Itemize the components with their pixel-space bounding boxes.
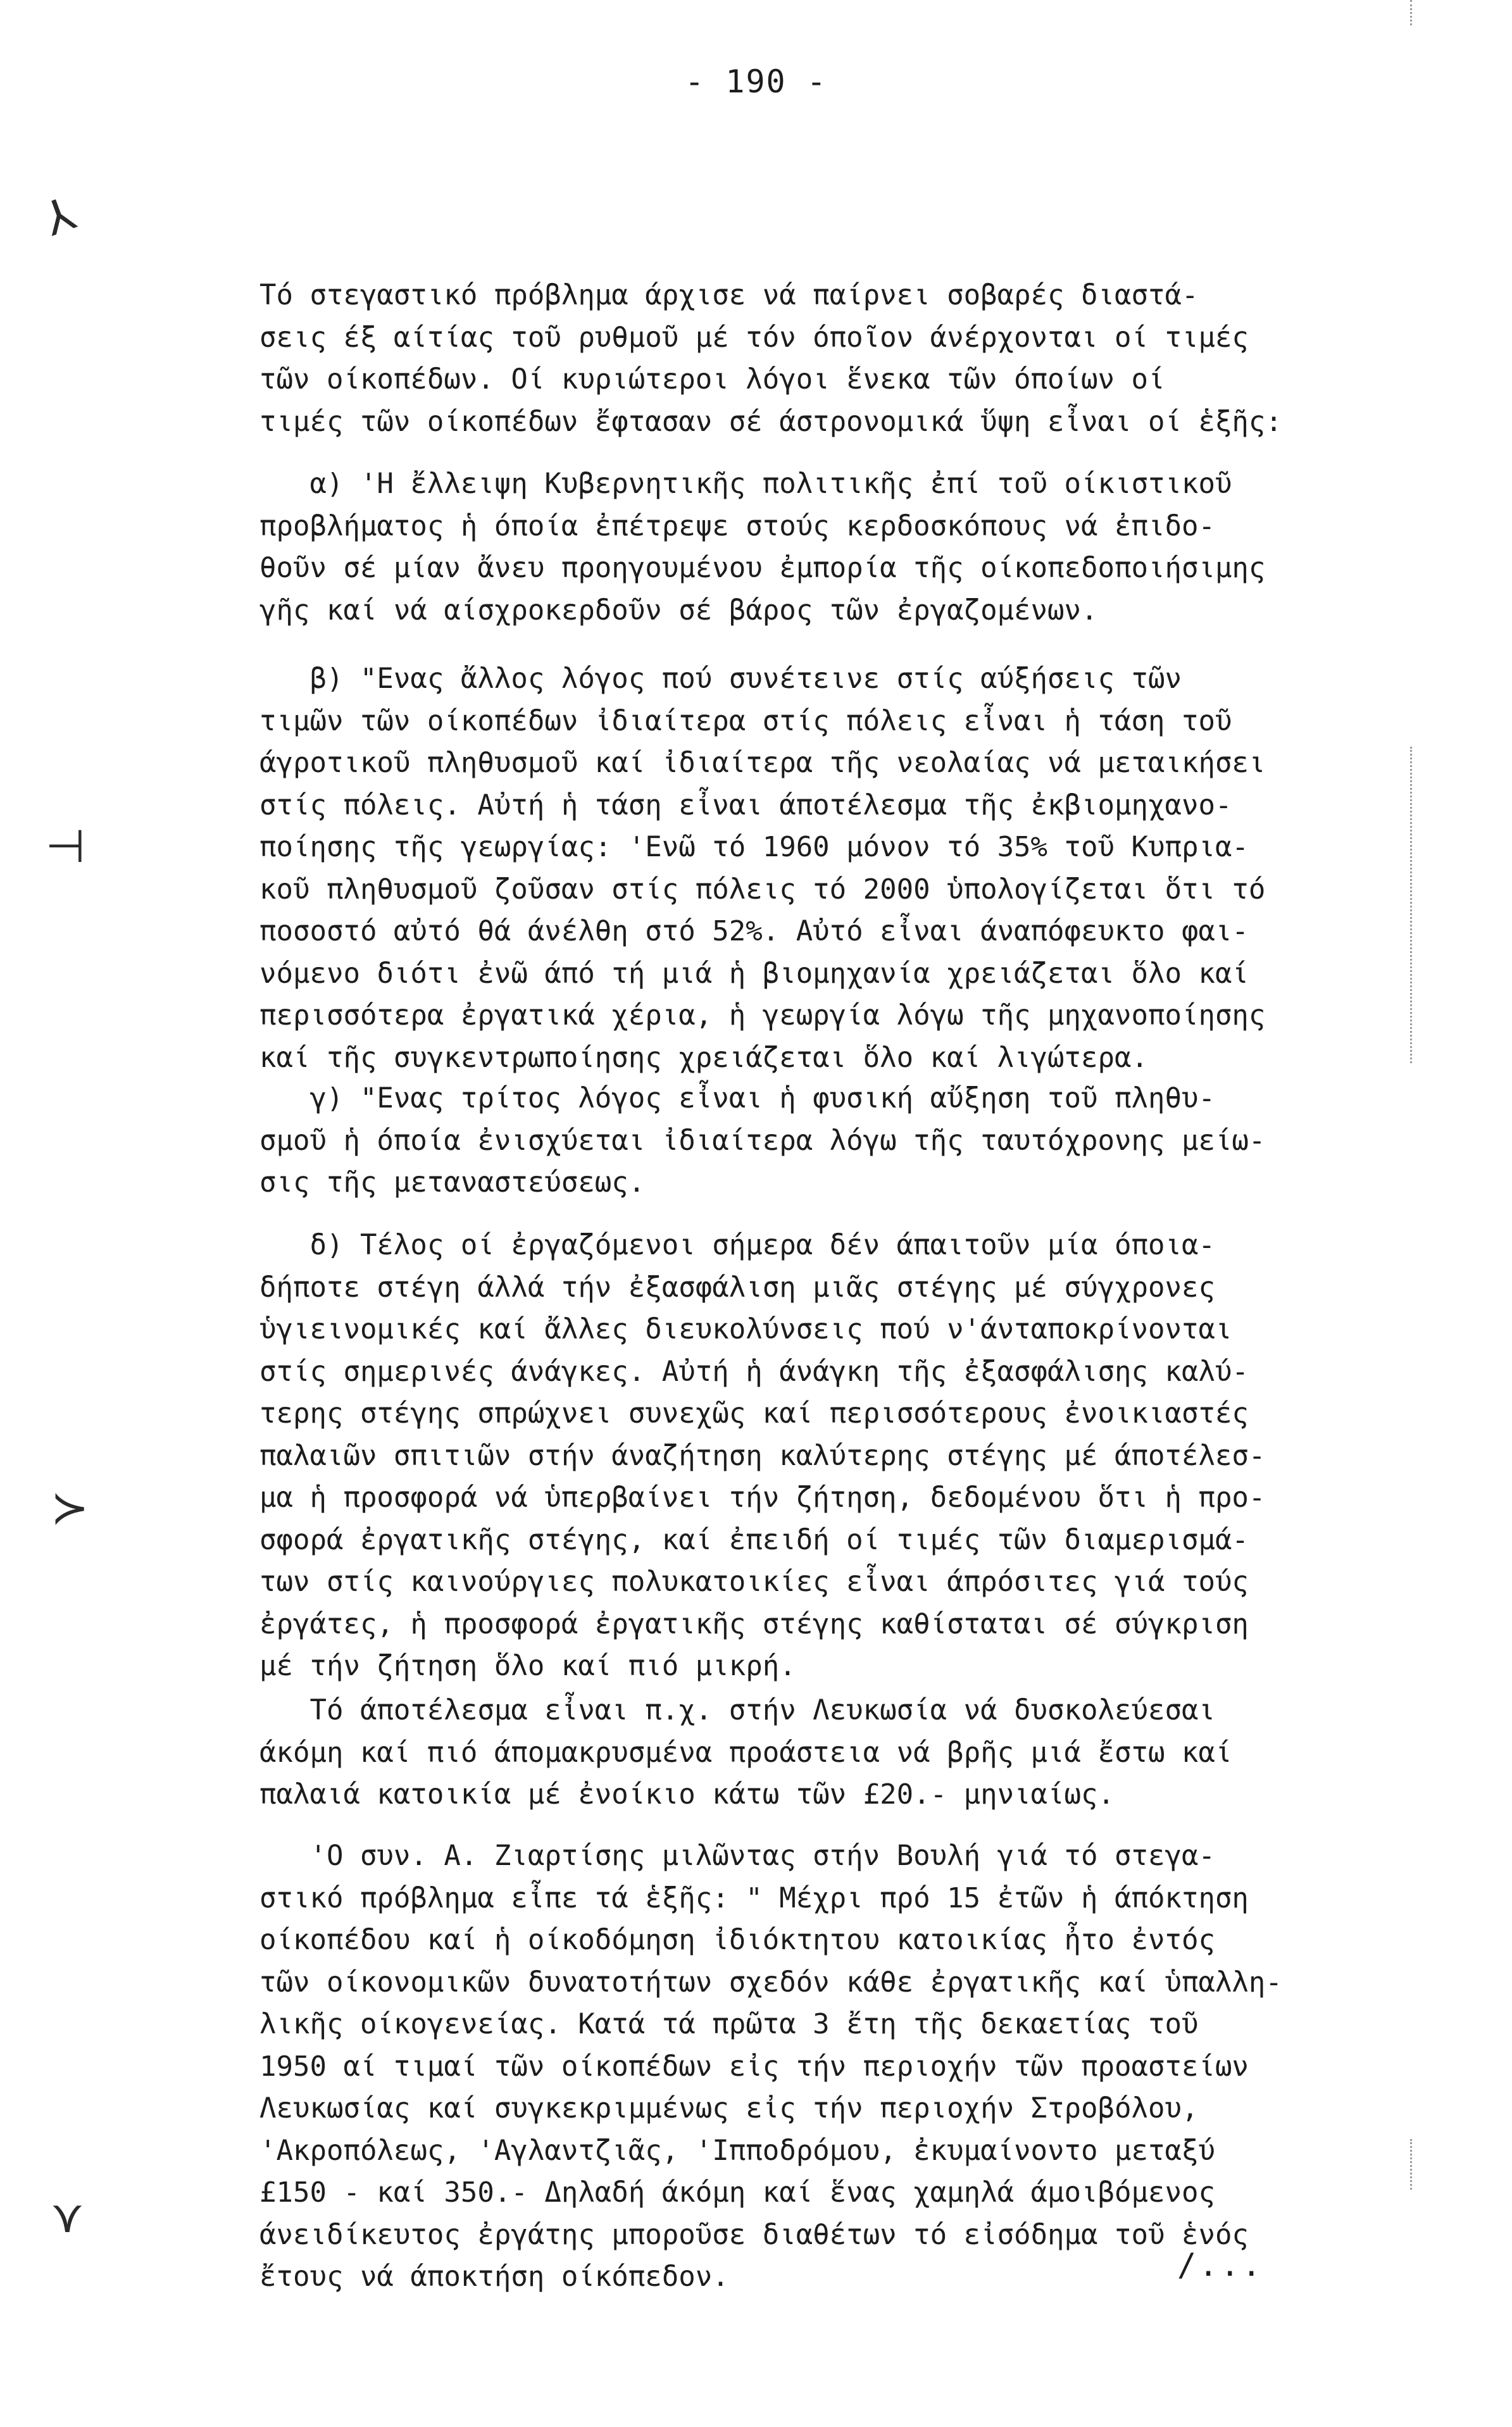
paragraph-intro: Τό στεγαστικό πρόβλημα άρχισε νά παίρνει σοβαρές διαστά- σεις έξ αίτίας τοῦ ρυθμοῦ μέ τόν όποῖον άνέρχονται οί τιμές τῶν οίκοπέδων. Οί κυριώτεροι λόγοι ἕνεκα τῶν όποίων οί τιμές τῶν οίκοπέδων ἔφτασαν σέ άστρονομικά ὕψη εἶναι οί ἑξῆς: [259,279,1282,438]
paragraph-b: β) "Ενας ἄλλος λόγος πού συνέτεινε στίς αύξήσεις τῶν τιμῶν τῶν οίκοπέδων ἰδιαίτερα στίς πόλεις εἶναι ἡ τάση τοῦ άγροτικοῦ πληθυσμοῦ καί ἰδιαίτερα τῆς νεολαίας νά μεταικήσει στίς πόλεις. Αὐτή ἡ τάση εἶναι άποτέλεσμα τῆς ἐκβιομηχανο- ποίησης τῆς γεωργίας: 'Ενῶ τό 1960 μόνον τό 35% τοῦ Κυπρια- κοῦ πληθυσμοῦ ζοῦσαν στίς πόλεις τό 2000 ὑπολογίζεται ὅτι τό ποσοστό αὐτό θά άνέλθη στό 52%. Αὐτό εἶναι άναπόφευκτο φαι- νόμενο διότι ἐνῶ άπό τή μιά ἡ βιομηχανία χρειάζεται ὅλο καί περισσότερα ἐργατικά χέρια, ἡ γεωργία λόγω τῆς μηχανοποίησης καί τῆς συγκεντρωποίησης χρειάζεται ὅλο καί λιγώτερα. [259,663,1266,1074]
continuation-mark: /... [1177,2247,1264,2283]
paragraph-result: Τό άποτέλεσμα εἶναι π.χ. στήν Λευκωσία νά δυσκολεύεσαι άκόμη καί πιό άπομακρυσμένα προάστεια νά βρῆς μιά ἔστω καί παλαιά κατοικία μέ ἐνοίκιο κάτω τῶν £20.- μηνιαίως. [259,1694,1232,1811]
paragraph-d: δ) Τέλος οί ἐργαζόμενοι σήμερα δέν άπαιτοῦν μία όποια- δήποτε στέγη άλλά τήν ἐξασφάλιση μιᾶς στέγης μέ σύγχρονες ὑγιεινομικές καί ἄλλες διευκολύνσεις πού ν'άνταποκρίνονται στίς σημερινές άνάγκες. Αὐτή ἡ άνάγκη τῆς ἐξασφάλισης καλύ- τερης στέγης σπρώχνει συνεχῶς καί περισσότερους ἐνοικιαστές παλαιῶν σπιτιῶν στήν άναζήτηση καλύτερης στέγης μέ άποτέλεσ- μα ἡ προσφορά νά ὑπερβαίνει τήν ζήτηση, δεδομένου ὅτι ἡ προ- σφορά ἐργατικῆς στέγης, καί ἐπειδή οί τιμές τῶν διαμερισμά- των στίς καινούργιες πολυκατοικίες εἶναι άπρόσιτες γιά τούς ἐργάτες, ἡ προσφορά ἐργατικῆς στέγης καθίσταται σέ σύγκριση μέ τήν ζήτηση ὅλο καί πιό μικρή. [259,1229,1266,1682]
margin-tick-mark-1: ⅄ [37,187,82,246]
page-edge-marks [1410,0,1415,25]
page-number: - 190 - [685,63,827,100]
margin-tick-mark-2: ⊣ [46,820,85,873]
paragraph-c: γ) "Ενας τρίτος λόγος εἶναι ἡ φυσική αὔξηση τοῦ πληθυ- σμοῦ ἡ όποία ἐνισχύεται ἰδιαίτερα λόγω τῆς ταυτόχρονης μείω- σις τῆς μεταναστεύσεως. [259,1082,1266,1199]
paragraph-quote: 'Ο συν. Α. Ζιαρτίσης μιλῶντας στήν Βουλή γιά τό στεγα- στικό πρόβλημα εἶπε τά ἑξῆς: " Μέχρι πρό 15 ἐτῶν ἡ άπόκτηση οίκοπέδου καί ἡ οίκοδόμηση ἰδιόκτητου κατοικίας ἦτο ἐντός τῶν οίκονομικῶν δυνατοτήτων σχεδόν κάθε ἐργατικῆς καί ὑπαλλη- λικῆς οίκογενείας. Κατά τά πρῶτα 3 ἔτη τῆς δεκαετίας τοῦ 1950 αί τιμαί τῶν οίκοπέδων εἰς τήν περιοχήν τῶν προαστείων Λευκωσίας καί συγκεκριμμένως εἰς τήν περιοχήν Στροβόλου, 'Ακροπόλεως, 'Αγλαντζιᾶς, 'Ιπποδρόμου, ἐκυμαίνοντο μεταξύ £150 - καί 350.- Δηλαδή άκόμη καί ἕνας χαμηλά άμοιβόμενος άνειδίκευτος ἐργάτης μποροῦσε διαθέτων τό εἰσόδημα τοῦ ἑνός ἔτους νά άποκτήση οίκόπεδον. [259,1840,1282,2293]
paragraph-a: α) 'Η ἔλλειψη Κυβερνητικῆς πολιτικῆς ἐπί τοῦ οίκιστικοῦ προβλήματος ἡ όποία ἐπέτρεψε στούς κερδοσκόπους νά ἐπιδο- θοῦν σέ μίαν ἄνευ προηγουμένου ἐμπορία τῆς οίκοπεδοποιήσιμης γῆς καί νά αίσχροκερδοῦν σέ βάρος τῶν ἐργαζομένων. [259,468,1266,627]
margin-tick-mark-4: ⋎ [51,2190,84,2243]
margin-tick-mark-3: ≻ [51,1481,89,1534]
